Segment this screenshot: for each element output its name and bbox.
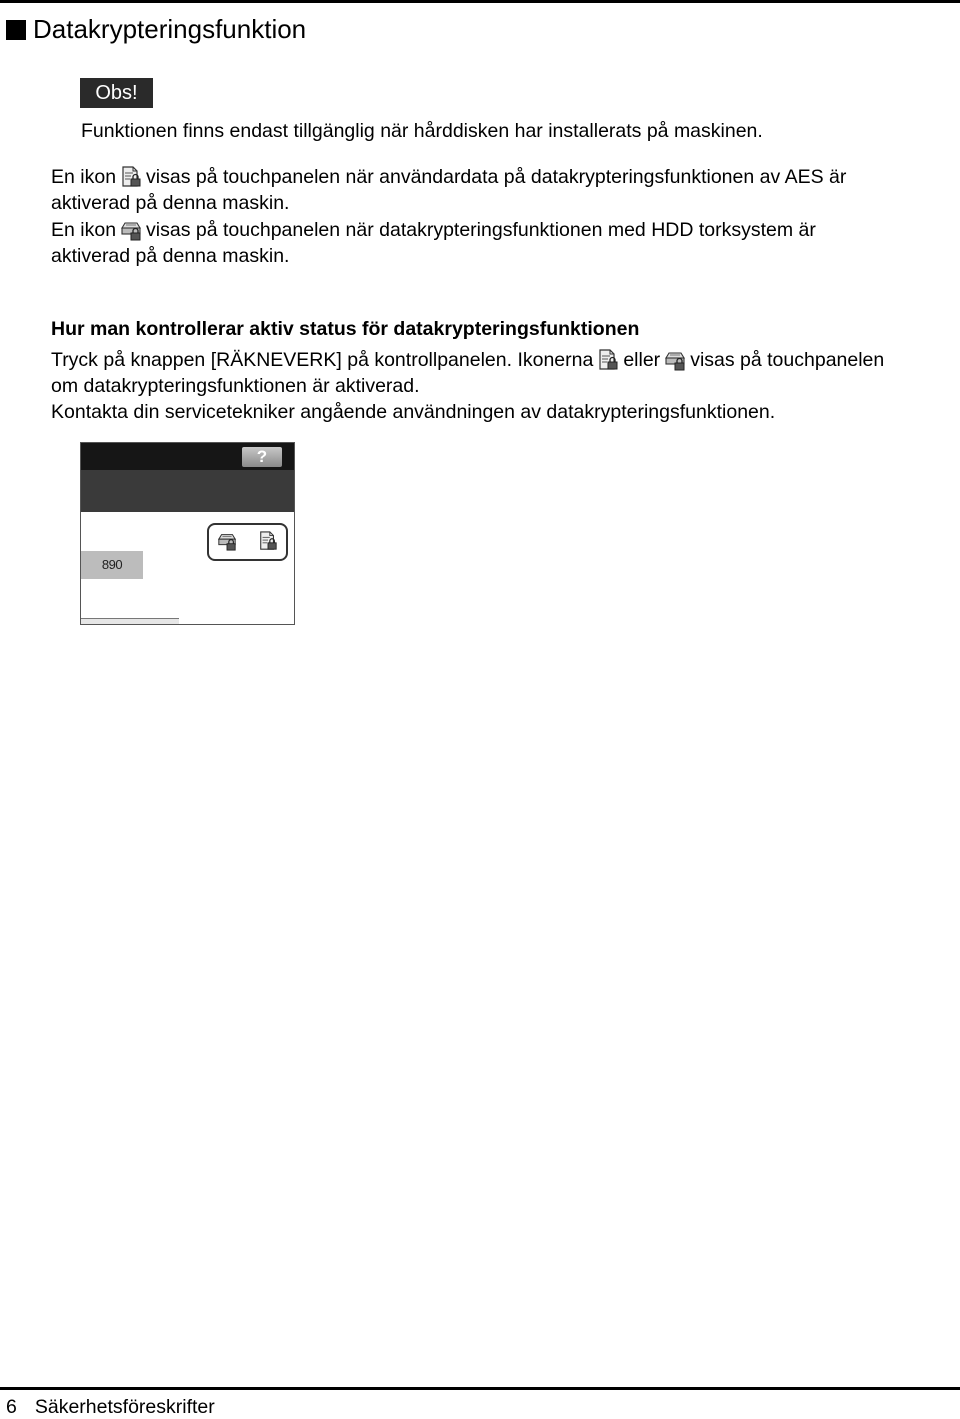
title-square-icon (6, 20, 26, 40)
help-button[interactable]: ? (242, 447, 282, 467)
page-number: 6 (6, 1396, 17, 1418)
howto-line-2: om datakrypteringsfunktionen är aktiverad. (51, 375, 420, 397)
hdd-icon-line-1 (51, 217, 816, 243)
howto-line-1 (51, 347, 884, 373)
howto-line-1-middle: eller (623, 349, 661, 371)
bottom-rule (0, 1387, 960, 1390)
aes-line-1-end: visas på touchpanelen när användardata på datakrypteringsfunktionen av AES är (146, 166, 847, 188)
document-lock-icon (120, 166, 142, 188)
touch-panel-screenshot (80, 442, 295, 625)
hdd-wipe-lock-icon (217, 531, 237, 551)
aes-icon-line-1 (51, 164, 846, 190)
counter-value: 890 (81, 551, 143, 579)
howto-line-1-start: Tryck på knappen [RÄKNEVERK] på kontrollpanelen. Ikonerna (51, 349, 594, 371)
hdd-icon-line-2: aktiverad på denna maskin. (51, 245, 290, 267)
hdd-wipe-lock-icon (664, 349, 686, 371)
document-lock-icon (258, 531, 278, 551)
howto-line-3: Kontakta din servicetekniker angående användningen av datakrypteringsfunktionen. (51, 401, 776, 423)
hdd-line-1-end: visas på touchpanelen när datakrypteringsfunktionen med HDD torksystem är (146, 219, 816, 241)
note-badge: Obs! (80, 78, 153, 108)
howto-heading: Hur man kontrollerar aktiv status för datakrypteringsfunktionen (51, 318, 640, 340)
footer (6, 1395, 215, 1419)
howto-line-1-end: visas på touchpanelen (690, 349, 885, 371)
aes-icon-line-2: aktiverad på denna maskin. (51, 192, 290, 214)
aes-line-1-start: En ikon (51, 166, 117, 188)
note-text: Funktionen finns endast tillgänglig när hårddisken har installerats på maskinen. (81, 120, 763, 142)
panel-subheader-bar (81, 470, 294, 512)
top-rule (0, 0, 960, 3)
document-lock-icon (597, 349, 619, 371)
hdd-wipe-lock-icon (120, 219, 142, 241)
chapter-title: Säkerhetsföreskrifter (34, 1396, 215, 1418)
section-title (6, 13, 306, 45)
section-title-text: Datakrypteringsfunktion (33, 14, 307, 44)
encryption-status-frame (207, 523, 288, 561)
panel-tab[interactable] (81, 618, 179, 624)
hdd-line-1-start: En ikon (51, 219, 117, 241)
